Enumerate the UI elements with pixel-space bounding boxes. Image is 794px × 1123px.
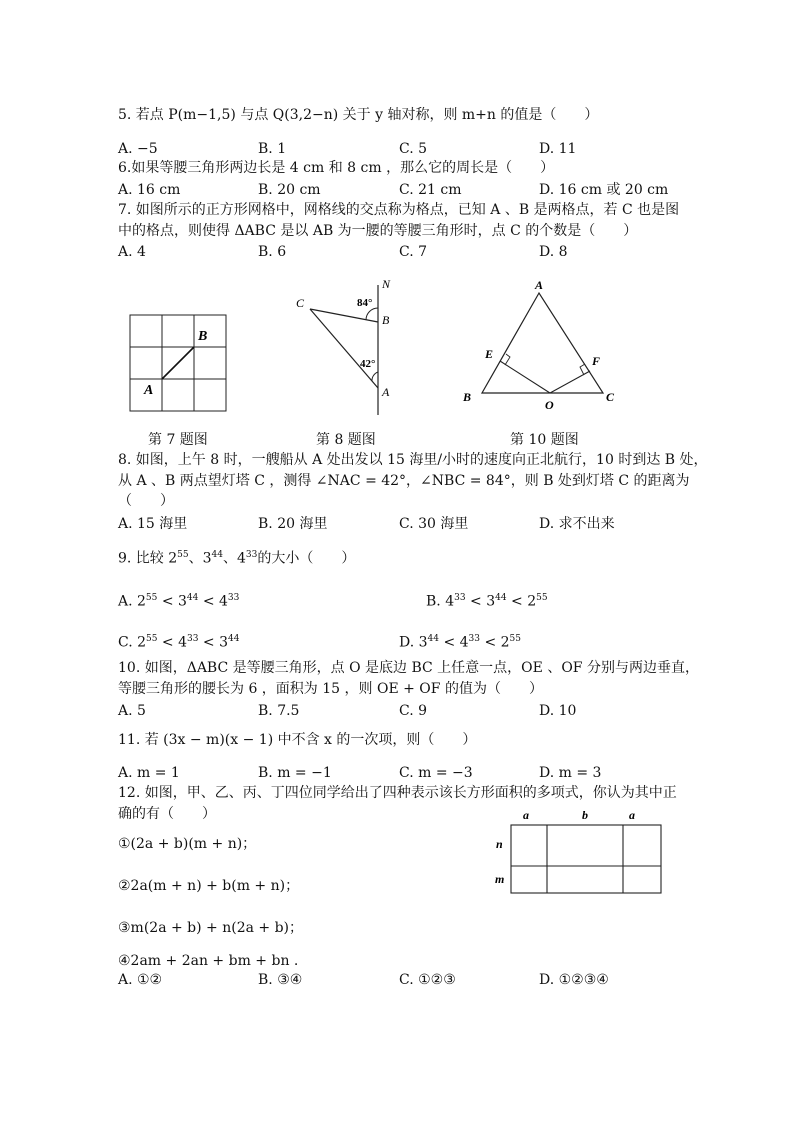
label-f: F: [592, 354, 601, 368]
q5-option-c: C. 5: [399, 141, 428, 157]
question-12-line-2: 确的有（ ）: [118, 806, 216, 822]
label-b: B: [382, 313, 390, 327]
question-6-stem: 6.如果等腰三角形两边长是 4 cm 和 8 cm ，那么它的周长是（ ）: [118, 160, 555, 176]
caption-figure-10: 第 10 题图: [510, 432, 579, 448]
q11-option-c: C. m = −3: [399, 765, 473, 781]
question-8-line-2: 从 A 、B 两点望灯塔 C ，测得 ∠NAC = 42°，∠NBC = 84°，则 B 处到灯塔 C 的距离为: [118, 473, 690, 489]
figure-10-isosceles-triangle: [455, 275, 630, 415]
q9-option-a-label: A.: [118, 593, 133, 610]
q9-option-c: C. $2^{55} < 4^{33} < 3^{44}$: [118, 634, 240, 651]
right-angle-f: [580, 364, 585, 375]
caption-figure-7: 第 7 题图: [148, 432, 208, 448]
q9-stem-pre: 9. 比较: [118, 550, 164, 567]
label-b: b: [582, 808, 588, 822]
figure-8-lighthouse: [290, 275, 410, 420]
q7-option-c: C. 7: [399, 244, 428, 260]
label-b: B: [198, 329, 208, 344]
label-e: E: [485, 347, 494, 361]
q7-option-d: D. 8: [539, 244, 568, 260]
angle-42: 42°: [360, 358, 376, 370]
q7-option-a: A. 4: [118, 244, 146, 260]
triangle-abc: [482, 293, 603, 393]
question-8-line-1: 8. 如图，上午 8 时，一艘船从 A 处出发以 15 海里/小时的速度向正北航行，10 时到达 B 处，: [118, 452, 708, 468]
segment-oe: [500, 361, 550, 393]
label-m: m: [495, 872, 505, 886]
q8-option-b: B. 20 海里: [258, 516, 328, 532]
segment-ab: [162, 347, 194, 379]
q12-option-c: C. ①②③: [399, 972, 456, 988]
q9-option-c-label: C.: [118, 634, 133, 651]
caption-figure-8: 第 8 题图: [316, 432, 376, 448]
angle-arc-84: [366, 308, 378, 320]
question-9-stem: 9. 比较 $2^{55}$、$3^{44}$、$4^{33}$的大小（ ）: [118, 550, 356, 567]
question-11-stem: 11. 若 (3x − m)(x − 1) 中不含 x 的一次项，则（ ）: [118, 732, 477, 748]
q9-option-b: B. $4^{33} < 3^{44} < 2^{55}$: [426, 593, 548, 610]
figure-12-rectangle: [490, 805, 670, 897]
q9-stem-post: 的大小（ ）: [257, 550, 356, 567]
q9-option-d-label: D.: [399, 634, 415, 651]
label-n: N: [382, 277, 391, 291]
question-12-line-1: 12. 如图，甲、乙、丙、丁四位同学给出了四种表示该长方形面积的多项式，你认为其中正: [118, 785, 677, 801]
label-a: A: [144, 383, 154, 398]
q10-option-a: A. 5: [118, 703, 146, 719]
q5-option-b: B. 1: [258, 141, 287, 157]
q11-option-a: A. m = 1: [118, 765, 180, 781]
q11-option-b: B. m = −1: [258, 765, 332, 781]
question-7-line-1: 7. 如图所示的正方形网格中，网格线的交点称为格点，已知 A 、B 是两格点，若 C 也是图: [118, 202, 680, 218]
right-angle-e: [505, 354, 510, 365]
label-n: n: [496, 837, 503, 851]
label-c: C: [296, 296, 305, 310]
question-5-stem: 5. 若点 P(m−1,5) 与点 Q(3,2−n) 关于 y 轴对称，则 m+n 的值是（ ）: [118, 107, 599, 123]
figure-7-grid: [120, 305, 240, 415]
q10-option-b: B. 7.5: [258, 703, 300, 719]
q9-option-d: D. $3^{44} < 4^{33} < 2^{55}$: [399, 634, 521, 651]
q10-option-d: D. 10: [539, 703, 577, 719]
label-a: A: [535, 278, 544, 292]
question-10-line-2: 等腰三角形的腰长为 6 ，面积为 15 ，则 OE + OF 的值为（ ）: [118, 681, 543, 697]
question-10-line-1: 10. 如图，ΔABC 是等腰三角形，点 O 是底边 BC 上任意一点，OE 、OF 分别与两边垂直，: [118, 660, 699, 676]
angle-84: 84°: [357, 297, 373, 309]
q9-option-b-label: B.: [426, 593, 441, 610]
q12-item-2: ②2a(m + n) + b(m + n)；: [118, 878, 300, 894]
q12-option-b: B. ③④: [258, 972, 303, 988]
q5-option-d: D. 11: [539, 141, 577, 157]
label-a-left: a: [523, 808, 529, 822]
label-a: A: [382, 385, 390, 399]
angle-arc-42: [372, 372, 378, 381]
label-b: B: [463, 390, 472, 404]
q6-option-b: B. 20 cm: [258, 182, 321, 198]
q6-option-a: A. 16 cm: [118, 182, 181, 198]
q12-item-3: ③m(2a + b) + n(2a + b)；: [118, 920, 304, 936]
q9-option-a: A. $2^{55} < 3^{44} < 4^{33}$: [118, 593, 240, 610]
label-o: O: [545, 398, 554, 412]
q12-option-a: A. ①②: [118, 972, 163, 988]
q7-option-b: B. 6: [258, 244, 287, 260]
q5-option-a: A. −5: [118, 141, 158, 157]
line-ca: [310, 309, 378, 388]
q8-option-d: D. 求不出来: [539, 516, 615, 532]
q11-option-d: D. m = 3: [539, 765, 602, 781]
question-7-line-2: 中的格点，则使得 ΔABC 是以 AB 为一腰的等腰三角形时，点 C 的个数是（ ）: [118, 223, 638, 239]
q8-option-c: C. 30 海里: [399, 516, 469, 532]
q12-option-d: D. ①②③④: [539, 972, 609, 988]
q12-item-4: ④2am + 2an + bm + bn .: [118, 953, 299, 969]
q8-option-a: A. 15 海里: [118, 516, 188, 532]
label-a-right: a: [629, 808, 635, 822]
label-c: C: [606, 390, 615, 404]
q6-option-d: D. 16 cm 或 20 cm: [539, 182, 669, 198]
question-8-line-3: （ ）: [118, 493, 174, 509]
q6-option-c: C. 21 cm: [399, 182, 462, 198]
q12-item-1: ①(2a + b)(m + n)；: [118, 836, 257, 852]
q10-option-c: C. 9: [399, 703, 428, 719]
